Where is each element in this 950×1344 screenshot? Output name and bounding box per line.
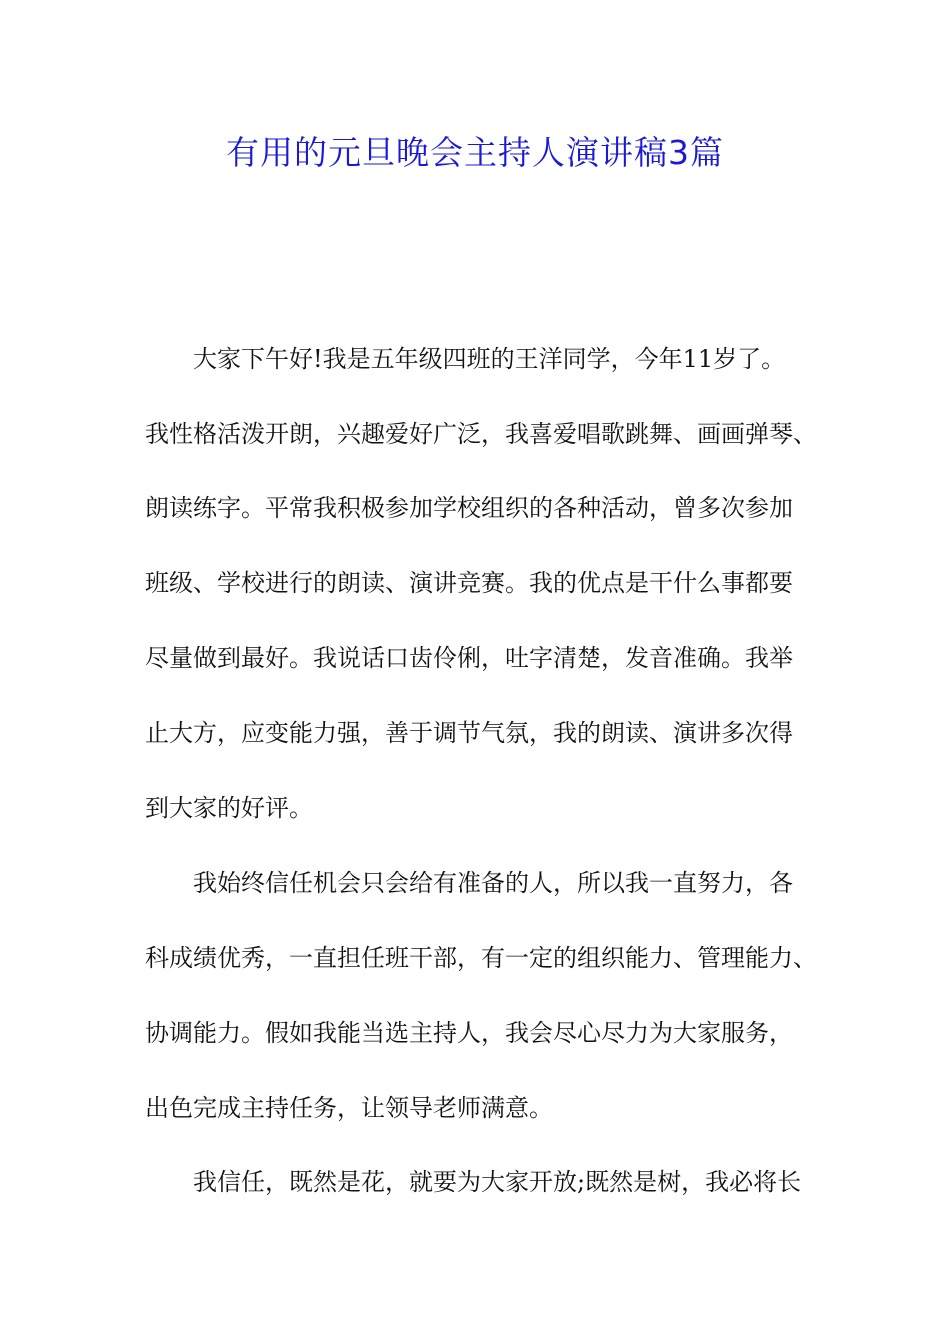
paragraph-1-line-5: 尽量做到最好。我说话口齿伶俐，吐字清楚，发音准确。我举: [145, 644, 793, 672]
paragraph-1-line-4: 班级、学校进行的朗读、演讲竞赛。我的优点是干什么事都要: [145, 569, 793, 597]
paragraph-3-line-1: 我信任，既然是花，就要为大家开放;既然是树，我必将长: [193, 1168, 802, 1196]
paragraph-2-line-2: 科成绩优秀，一直担任班干部，有一定的组织能力、管理能力、: [145, 944, 817, 972]
document-title: 有用的元旦晚会主持人演讲稿3篇: [226, 133, 724, 172]
paragraph-1-line-7: 到大家的好评。: [145, 794, 313, 822]
paragraph-2-line-1: 我始终信任机会只会给有准备的人，所以我一直努力，各: [193, 869, 793, 897]
paragraph-2-line-3: 协调能力。假如我能当选主持人，我会尽心尽力为大家服务，: [145, 1019, 793, 1047]
paragraph-1-line-3: 朗读练字。平常我积极参加学校组织的各种活动，曾多次参加: [145, 494, 793, 522]
paragraph-1-line-6: 止大方，应变能力强，善于调节气氛，我的朗读、演讲多次得: [145, 719, 793, 747]
paragraph-1-line-2: 我性格活泼开朗，兴趣爱好广泛，我喜爱唱歌跳舞、画画弹琴、: [145, 420, 817, 448]
paragraph-1-line-1: 大家下午好!我是五年级四班的王洋同学，今年11岁了。: [193, 345, 786, 373]
paragraph-2-line-4: 出色完成主持任务，让领导老师满意。: [145, 1094, 553, 1122]
